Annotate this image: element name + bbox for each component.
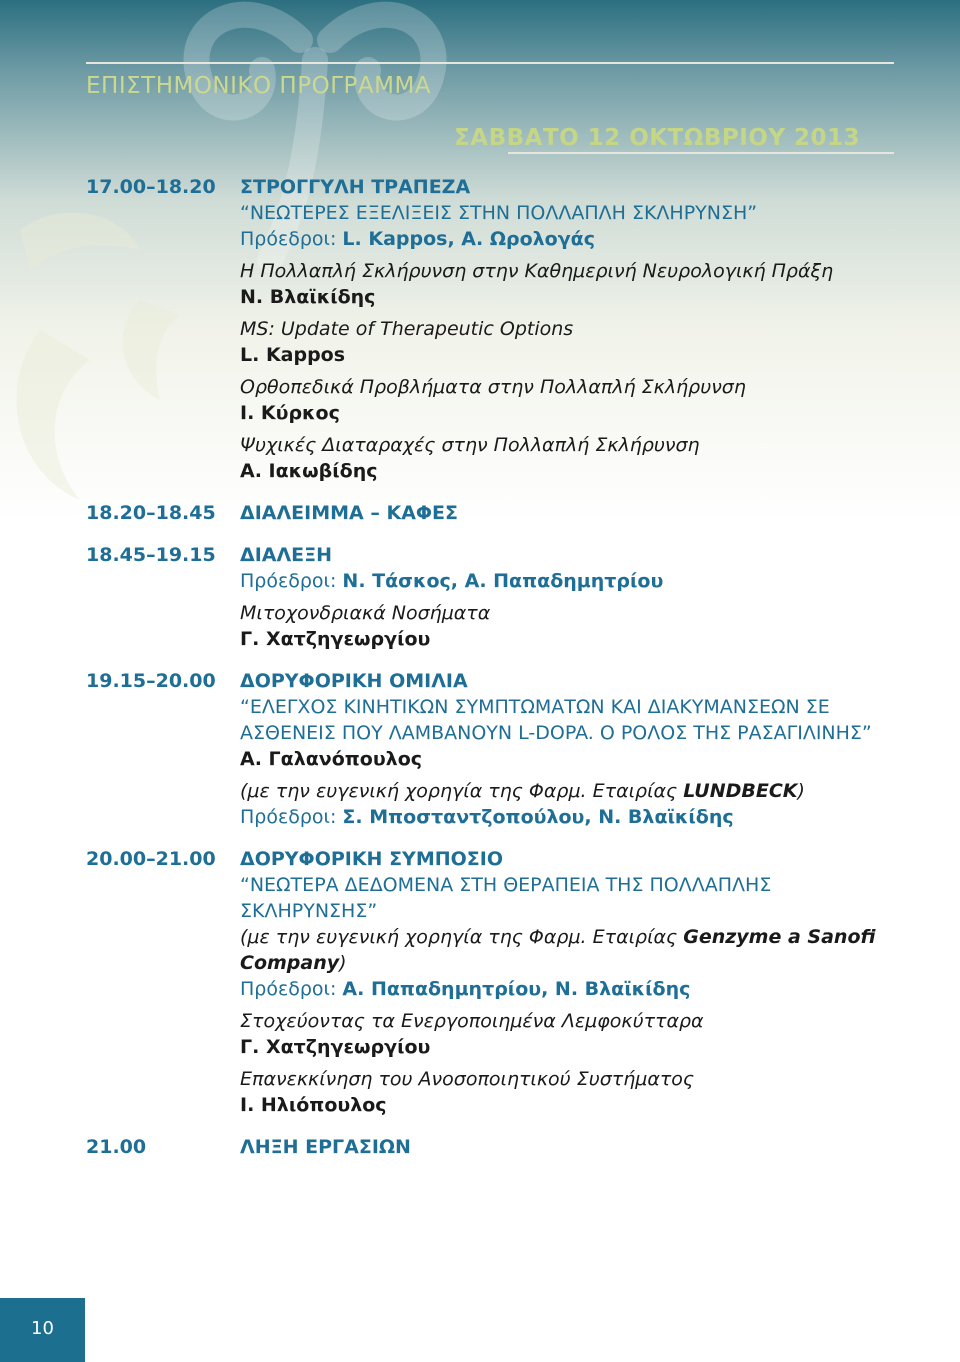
session-content: [240, 174, 886, 484]
chairs-names: L. Kappos, Α. Ωρολογάς: [342, 228, 595, 250]
talk: [240, 316, 886, 368]
session-time: 18.20–18.45: [86, 502, 216, 524]
header-rule-top: [86, 62, 894, 64]
session-title: ΛΗΞΗ ΕΡΓΑΣΙΩΝ: [240, 1136, 411, 1158]
talk-speaker: Ι. Ηλιόπουλος: [240, 1094, 387, 1116]
session-subtitle: “ΕΛΕΓΧΟΣ ΚΙΝΗΤΙΚΩΝ ΣΥΜΠΤΩΜΑΤΩΝ ΚΑΙ ΔΙΑΚΥΜΑΝΣΕΩΝ ΣΕ ΑΣΘΕΝΕΙΣ ΠΟΥ ΛΑΜΒΑΝΟΥΝ L-DOPA. Ο ΡΟΛΟΣ ΤΗΣ ΡΑΣΑΓΙΛΙΝΗΣ”: [240, 696, 872, 744]
session-title: ΔΙΑΛΕΞΗ: [240, 544, 333, 566]
program-date: ΣΑΒΒΑΤΟ 12 ΟΚΤΩΒΡΙΟΥ 2013: [454, 125, 860, 151]
session-chairs: [240, 976, 886, 1002]
session-break: [86, 500, 886, 526]
chairs-label: Πρόεδροι:: [240, 806, 343, 828]
chairs-label: Πρόεδροι:: [240, 228, 343, 250]
page-number: 10: [31, 1318, 54, 1339]
sponsor-name: LUNDBECK: [683, 780, 798, 802]
talk-speaker: Ι. Κύρκος: [240, 402, 340, 424]
session-lecture: [86, 542, 886, 652]
session-chairs: [240, 226, 886, 252]
talk-title: Ψυχικές Διαταραχές στην Πολλαπλή Σκλήρυνση: [240, 434, 700, 456]
talk-title: Επανεκκίνηση του Ανοσοποιητικού Συστήματος: [240, 1068, 695, 1090]
session-satellite-lecture: [86, 668, 886, 830]
talk-title: Ορθοπεδικά Προβλήματα στην Πολλαπλή Σκλήρυνση: [240, 376, 746, 398]
talk-title: Η Πολλαπλή Σκλήρυνση στην Καθημερινή Νευρολογική Πράξη: [240, 260, 834, 282]
session-content: [240, 542, 886, 652]
sponsor-note: [240, 778, 886, 804]
section-title: ΕΠΙΣΤΗΜΟΝΙΚΟ ΠΡΟΓΡΑΜΜΑ: [86, 73, 432, 99]
session-round-table: [86, 174, 886, 484]
session-content: [240, 846, 886, 1118]
talk-speaker: Γ. Χατζηγεωργίου: [240, 1036, 431, 1058]
sponsor-prefix: (με την ευγενική χορηγία της Φαρμ. Εταιρίας: [240, 926, 684, 948]
session-title: ΣΤΡΟΓΓΥΛΗ ΤΡΑΠΕΖΑ: [240, 176, 471, 198]
session-title: ΔΙΑΛΕΙΜΜΑ – ΚΑΦΕΣ: [240, 502, 459, 524]
header-rule-bottom: [508, 152, 894, 154]
talk-speaker: Α. Ιακωβίδης: [240, 460, 378, 482]
sponsor-suffix: ): [339, 952, 347, 974]
chairs-label: Πρόεδροι:: [240, 978, 343, 1000]
session-title: ΔΟΡΥΦΟΡΙΚΗ ΟΜΙΛΙΑ: [240, 670, 468, 692]
talk-title: Μιτοχονδριακά Νοσήματα: [240, 602, 491, 624]
talk-speaker: L. Kappos: [240, 344, 346, 366]
talk: [240, 1008, 886, 1060]
talk: [240, 374, 886, 426]
session-subtitle: “ΝΕΩΤΕΡΑ ΔΕΔΟΜΕΝΑ ΣΤΗ ΘΕΡΑΠΕΙΑ ΤΗΣ ΠΟΛΛΑΠΛΗΣ ΣΚΛΗΡΥΝΣΗΣ”: [240, 874, 772, 922]
talk-title: Στοχεύοντας τα Ενεργοποιημένα Λεμφοκύτταρα: [240, 1010, 704, 1032]
session-time: 17.00–18.20: [86, 176, 216, 198]
session-time: 19.15–20.00: [86, 670, 216, 692]
chairs-label: Πρόεδροι:: [240, 570, 343, 592]
sponsor-name: Genzyme a Sanofi Company: [240, 926, 876, 974]
session-content: [240, 500, 886, 526]
program-schedule: [86, 174, 886, 1176]
talk: [240, 600, 886, 652]
chairs-names: Α. Παπαδημητρίου, Ν. Βλαϊκίδης: [342, 978, 691, 1000]
talk: [240, 1066, 886, 1118]
talk-title: MS: Update of Therapeutic Options: [240, 318, 574, 340]
sponsor-note: [240, 924, 886, 976]
talk: [240, 432, 886, 484]
talk-speaker: Γ. Χατζηγεωργίου: [240, 628, 431, 650]
session-content: [240, 668, 886, 830]
session-time: 18.45–19.15: [86, 544, 216, 566]
session-content: [240, 1134, 886, 1160]
talk-speaker: Ν. Βλαϊκίδης: [240, 286, 376, 308]
session-title: ΔΟΡΥΦΟΡΙΚΗ ΣΥΜΠΟΣΙΟ: [240, 848, 503, 870]
session-time: 21.00: [86, 1136, 147, 1158]
session-subtitle: “ΝΕΩΤΕΡΕΣ ΕΞΕΛΙΞΕΙΣ ΣΤΗΝ ΠΟΛΛΑΠΛΗ ΣΚΛΗΡΥΝΣΗ”: [240, 202, 758, 224]
sponsor-prefix: (με την ευγενική χορηγία της Φαρμ. Εταιρίας: [240, 780, 684, 802]
talk: [240, 258, 886, 310]
session-closing: [86, 1134, 886, 1160]
session-chairs: [240, 804, 886, 830]
session-chairs: [240, 568, 886, 594]
sponsor-suffix: ): [797, 780, 805, 802]
talk-speaker: Α. Γαλανόπουλος: [240, 748, 423, 770]
session-satellite-symposium: [86, 846, 886, 1118]
chairs-names: Σ. Μποσταντζοπούλου, Ν. Βλαϊκίδης: [342, 806, 734, 828]
chairs-names: Ν. Τάσκος, Α. Παπαδημητρίου: [342, 570, 664, 592]
session-time: 20.00–21.00: [86, 848, 216, 870]
